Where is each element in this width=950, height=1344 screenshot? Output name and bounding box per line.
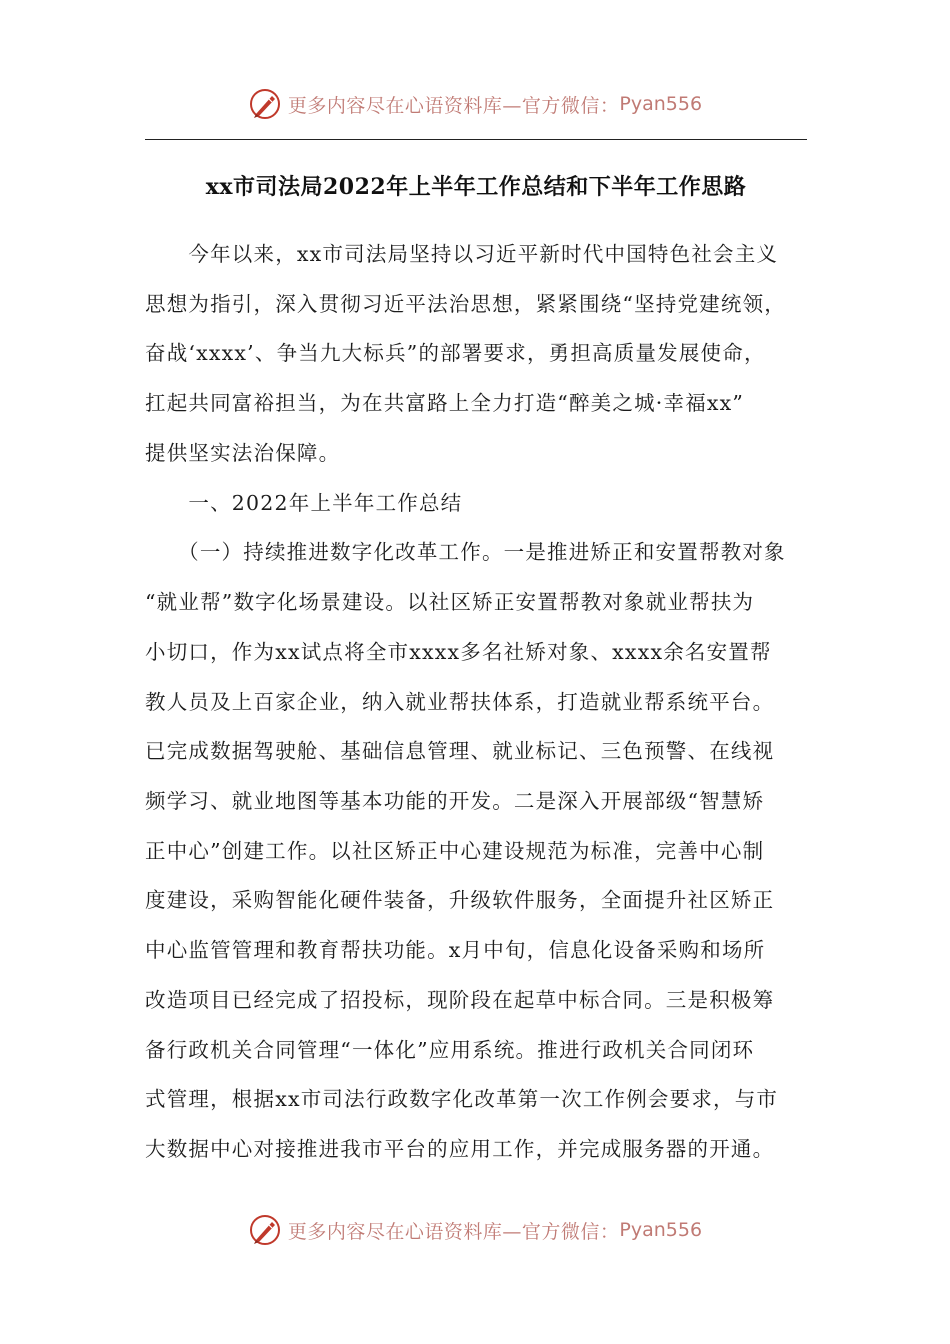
body-line: 正中心”创建工作。以社区矫正中心建设规范为标准，完善中心制	[145, 839, 765, 863]
body-line: 大数据中心对接推进我市平台的应用工作，并完成服务器的开通。	[145, 1137, 775, 1161]
pen-logo-icon	[248, 1213, 282, 1247]
body-line: 中心监管管理和教育帮扶功能。x月中旬，信息化设备采购和场所	[145, 938, 766, 962]
body-line: 度建设，采购智能化硬件装备，升级软件服务，全面提升社区矫正	[145, 888, 775, 912]
body-line: 扛起共同富裕担当，为在共富路上全力打造“醉美之城·幸福xx”	[145, 391, 745, 415]
section-heading: 一、2022年上半年工作总结	[145, 491, 463, 515]
body-line: 频学习、就业地图等基本功能的开发。二是深入开展部级“智慧矫	[145, 789, 765, 813]
body-line: 今年以来，xx市司法局坚持以习近平新时代中国特色社会主义	[145, 242, 779, 266]
body-line: 小切口，作为xx试点将全市xxxx多名社矫对象、xxxx余名安置帮	[145, 640, 772, 664]
footer-banner	[0, 1206, 950, 1254]
body-line: “就业帮”数字化场景建设。以社区矫正安置帮教对象就业帮扶为	[145, 590, 755, 614]
pen-logo-icon	[248, 87, 282, 121]
wechat-id: Pyan556	[619, 93, 703, 115]
wechat-id: Pyan556	[619, 1219, 703, 1241]
banner-text: 更多内容尽在心语资料库—官方微信：	[287, 94, 620, 117]
body-line: 教人员及上百家企业，纳入就业帮扶体系，打造就业帮系统平台。	[145, 690, 775, 714]
body-line: 改造项目已经完成了招投标，现阶段在起草中标合同。三是积极筹	[145, 988, 775, 1012]
document-title: xx市司法局2022年上半年工作总结和下半年工作思路	[205, 174, 747, 200]
banner-text: 更多内容尽在心语资料库—官方微信：	[287, 1220, 620, 1243]
header-divider	[145, 139, 807, 140]
body-line: 式管理，根据xx市司法行政数字化改革第一次工作例会要求，与市	[145, 1087, 779, 1111]
header-banner	[0, 80, 950, 128]
body-line: 思想为指引，深入贯彻习近平法治思想，紧紧围绕“坚持党建统领，	[145, 292, 786, 316]
body-line: （一）持续推进数字化改革工作。一是推进矫正和安置帮教对象	[145, 540, 786, 564]
body-line: 备行政机关合同管理“一体化”应用系统。推进行政机关合同闭环	[145, 1038, 755, 1062]
body-line: 已完成数据驾驶舱、基础信息管理、就业标记、三色预警、在线视	[145, 739, 775, 763]
body-line: 奋战‘xxxx’、争当九大标兵”的部署要求，勇担高质量发展使命，	[145, 341, 766, 365]
body-line: 提供坚实法治保障。	[145, 441, 341, 465]
